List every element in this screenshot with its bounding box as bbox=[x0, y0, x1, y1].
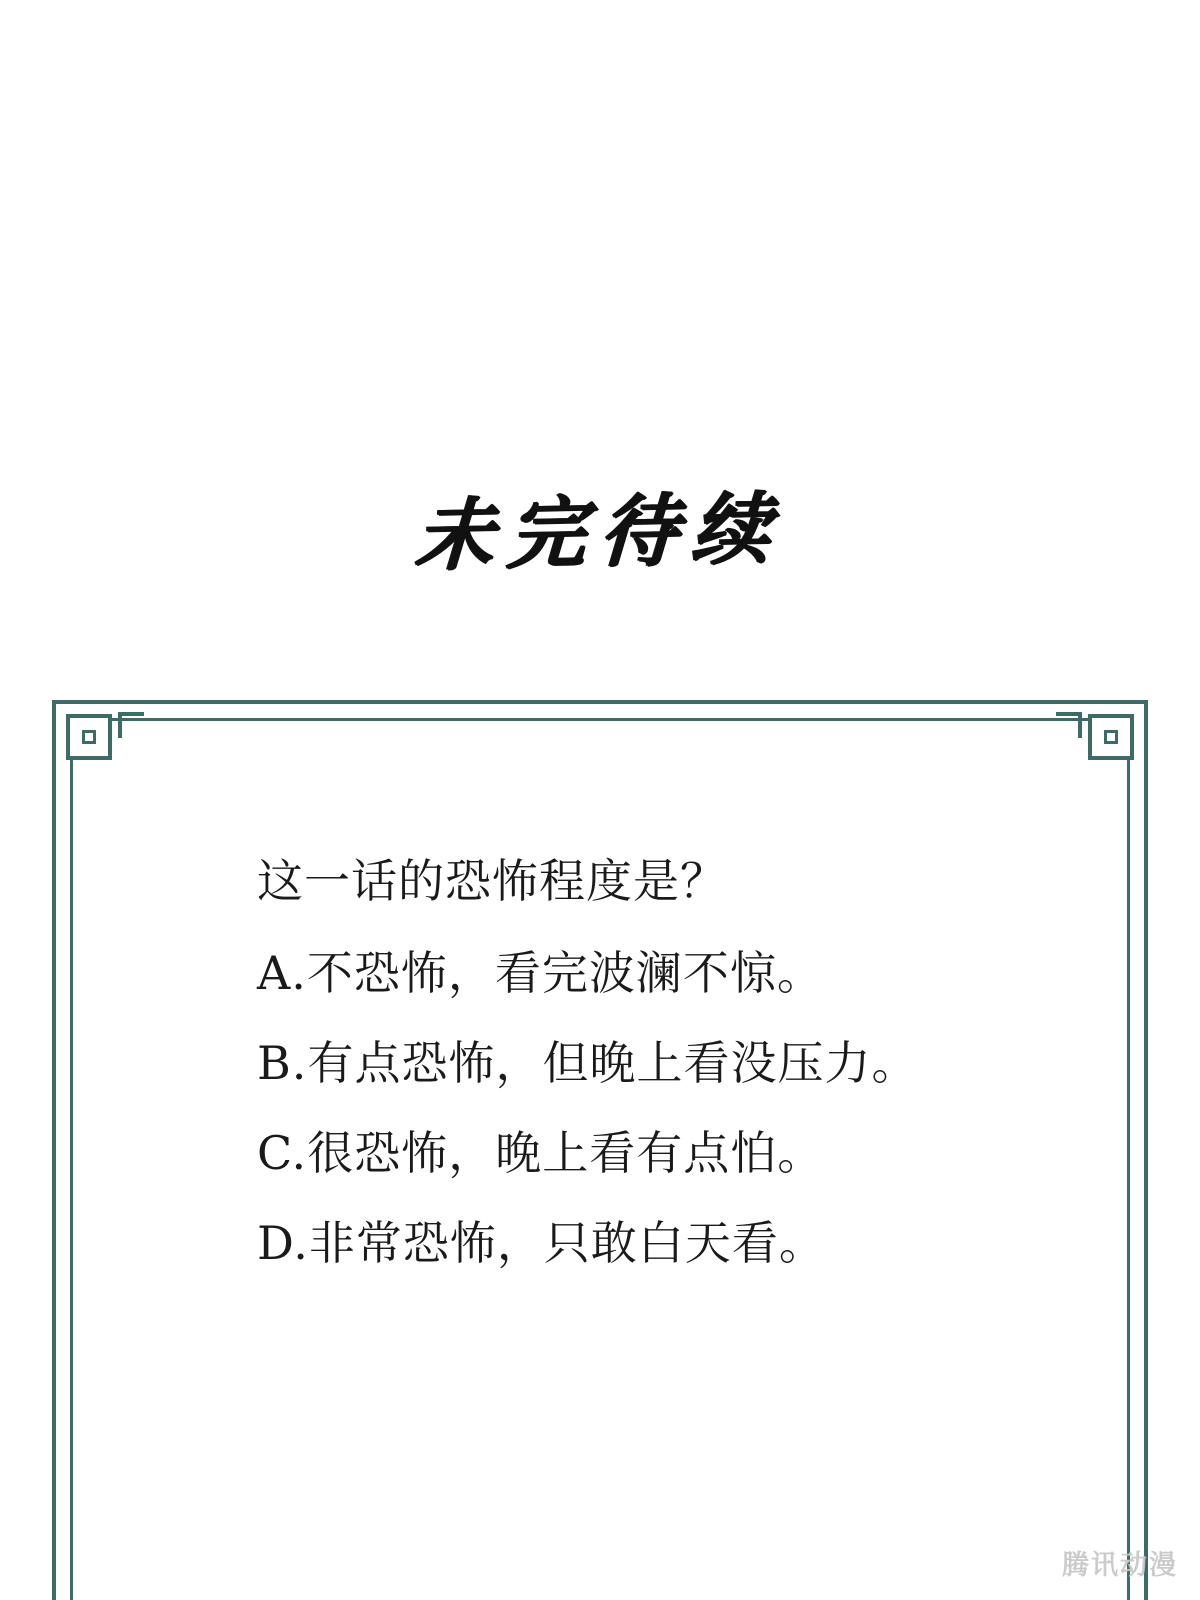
poll-content bbox=[257, 845, 1088, 1297]
corner-dot-icon bbox=[1104, 730, 1118, 744]
notch-right-icon bbox=[1056, 712, 1082, 738]
corner-ornament-top-right-icon bbox=[1088, 714, 1134, 760]
poll-option-d-key: D. bbox=[257, 1216, 309, 1270]
poll-option-b-key: B. bbox=[257, 1036, 308, 1090]
poll-option-c-key: C. bbox=[257, 1126, 308, 1180]
poll-option-d-label: 非常恐怖，只敢白天看。 bbox=[308, 1216, 826, 1270]
poll-option-a[interactable] bbox=[257, 937, 1088, 1003]
corner-ornament-top-left-icon bbox=[66, 714, 112, 760]
poll-option-b[interactable] bbox=[257, 1027, 1088, 1093]
to-be-continued-text: 未完待续 bbox=[413, 483, 787, 582]
poll-option-b-label: 有点恐怖，但晚上看没压力。 bbox=[307, 1036, 919, 1090]
watermark-logo: 腾讯动漫 bbox=[1062, 1550, 1178, 1581]
poll-option-a-key: A. bbox=[257, 946, 307, 1000]
notch-left-icon bbox=[118, 712, 144, 738]
poll-question: 这一话的恐怖程度是？ bbox=[257, 854, 727, 908]
poll-panel bbox=[52, 700, 1148, 1600]
corner-dot-icon bbox=[82, 730, 96, 744]
poll-option-a-label: 不恐怖，看完波澜不惊。 bbox=[306, 946, 824, 1000]
poll-option-d[interactable] bbox=[257, 1207, 1088, 1273]
to-be-continued-block bbox=[0, 470, 1200, 582]
poll-option-c[interactable] bbox=[257, 1117, 1088, 1183]
poll-option-c-label: 很恐怖，晚上看有点怕。 bbox=[307, 1126, 825, 1180]
